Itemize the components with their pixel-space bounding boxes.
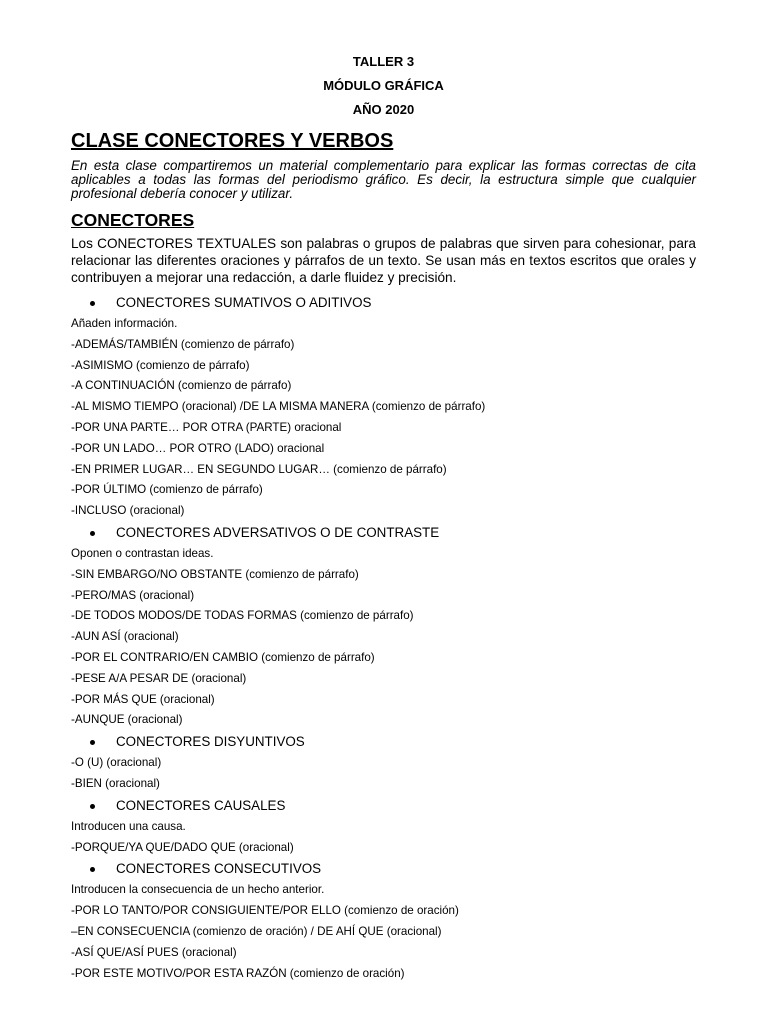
section-title-label: CONECTORES CONSECUTIVOS xyxy=(116,861,322,877)
section-title xyxy=(71,795,696,817)
connector-line: Oponen o contrastan ideas. xyxy=(71,546,214,560)
connector-line: -BIEN (oracional) xyxy=(71,776,160,790)
page-title: CLASE CONECTORES Y VERBOS xyxy=(71,130,394,152)
connector-line: -EN PRIMER LUGAR… EN SEGUNDO LUGAR… (comienzo de párrafo) xyxy=(71,462,447,476)
section-title xyxy=(71,858,696,880)
definition-paragraph: Los CONECTORES TEXTUALES son palabras o grupos de palabras que sirven para cohesionar, para relacionar las diferentes oraciones y párrafos de un texto. Se usan más en textos escritos que orales y contribuyen a mejorar una redacción, a darle fluidez y precisión. xyxy=(71,236,696,285)
connector-line: -ASÍ QUE/ASÍ PUES (oracional) xyxy=(71,945,237,959)
connector-line: -AL MISMO TIEMPO (oracional) /DE LA MISMA MANERA (comienzo de párrafo) xyxy=(71,400,486,414)
connector-section xyxy=(71,795,696,859)
connector-line: -DE TODOS MODOS/DE TODAS FORMAS (comienzo de párrafo) xyxy=(71,609,414,623)
section-title-label: CONECTORES ADVERSATIVOS O DE CONTRASTE xyxy=(116,524,440,540)
connector-line: -SIN EMBARGO/NO OBSTANTE (comienzo de párrafo) xyxy=(71,567,359,581)
intro-paragraph: En esta clase compartiremos un material complementario para explicar las formas correctas de cita aplicables a todas las formas del periodismo gráfico. Es decir, la estructura simple que cualquier profesional debería conocer y utilizar. xyxy=(71,158,696,201)
header-line-anio: AÑO 2020 xyxy=(352,102,415,117)
connector-line: -POR ESTE MOTIVO/POR ESTA RAZÓN (comienzo de oración) xyxy=(71,966,405,980)
section-title-label: CONECTORES SUMATIVOS O ADITIVOS xyxy=(116,295,372,310)
connector-line: –EN CONSECUENCIA (comienzo de oración) / DE AHÍ QUE (oracional) xyxy=(71,924,442,938)
connector-line: -POR ÚLTIMO (comienzo de párrafo) xyxy=(71,483,263,497)
connector-line: -PESE A/A PESAR DE (oracional) xyxy=(71,671,247,685)
connector-line: -POR LO TANTO/POR CONSIGUIENTE/POR ELLO (comienzo de oración) xyxy=(71,904,459,918)
connector-line: -PERO/MAS (oracional) xyxy=(71,588,195,602)
connector-line: -INCLUSO (oracional) xyxy=(71,504,185,518)
section-title-label: CONECTORES DISYUNTIVOS xyxy=(116,734,305,750)
connector-line: -PORQUE/YA QUE/DADO QUE (oracional) xyxy=(71,840,294,854)
section-title xyxy=(71,292,696,314)
connector-line: -POR EL CONTRARIO/EN CAMBIO (comienzo de párrafo) xyxy=(71,650,375,664)
connector-line: -ADEMÁS/TAMBIÉN (comienzo de párrafo) xyxy=(71,337,295,351)
connector-line: Añaden información. xyxy=(71,317,178,330)
connector-line: -POR UNA PARTE… POR OTRA (PARTE) oracional xyxy=(71,420,342,434)
connector-sections xyxy=(71,292,696,984)
connector-section xyxy=(71,522,696,731)
header-line-modulo: MÓDULO GRÁFICA xyxy=(323,78,444,93)
header-line-taller: TALLER 3 xyxy=(352,54,415,69)
section-title xyxy=(71,731,696,753)
connector-section xyxy=(71,292,696,522)
document-header xyxy=(71,0,696,127)
section-title-label: CONECTORES CAUSALES xyxy=(116,797,286,813)
connector-line: -ASIMISMO (comienzo de párrafo) xyxy=(71,358,250,372)
connector-line: -A CONTINUACIÓN (comienzo de párrafo) xyxy=(71,379,292,393)
section-title xyxy=(71,522,696,544)
connector-section xyxy=(71,731,696,795)
connector-line: Introducen una causa. xyxy=(71,819,186,833)
connector-line: -AUNQUE (oracional) xyxy=(71,713,183,727)
connector-line: -O (U) (oracional) xyxy=(71,756,162,770)
connector-line: -POR UN LADO… POR OTRO (LADO) oracional xyxy=(71,441,325,455)
connector-line: -POR MÁS QUE (oracional) xyxy=(71,692,215,706)
connector-line: -AUN ASÍ (oracional) xyxy=(71,630,179,644)
connector-section xyxy=(71,858,696,984)
connector-line: Introducen la consecuencia de un hecho anterior. xyxy=(71,883,325,897)
section-heading-conectores: CONECTORES xyxy=(71,210,195,230)
